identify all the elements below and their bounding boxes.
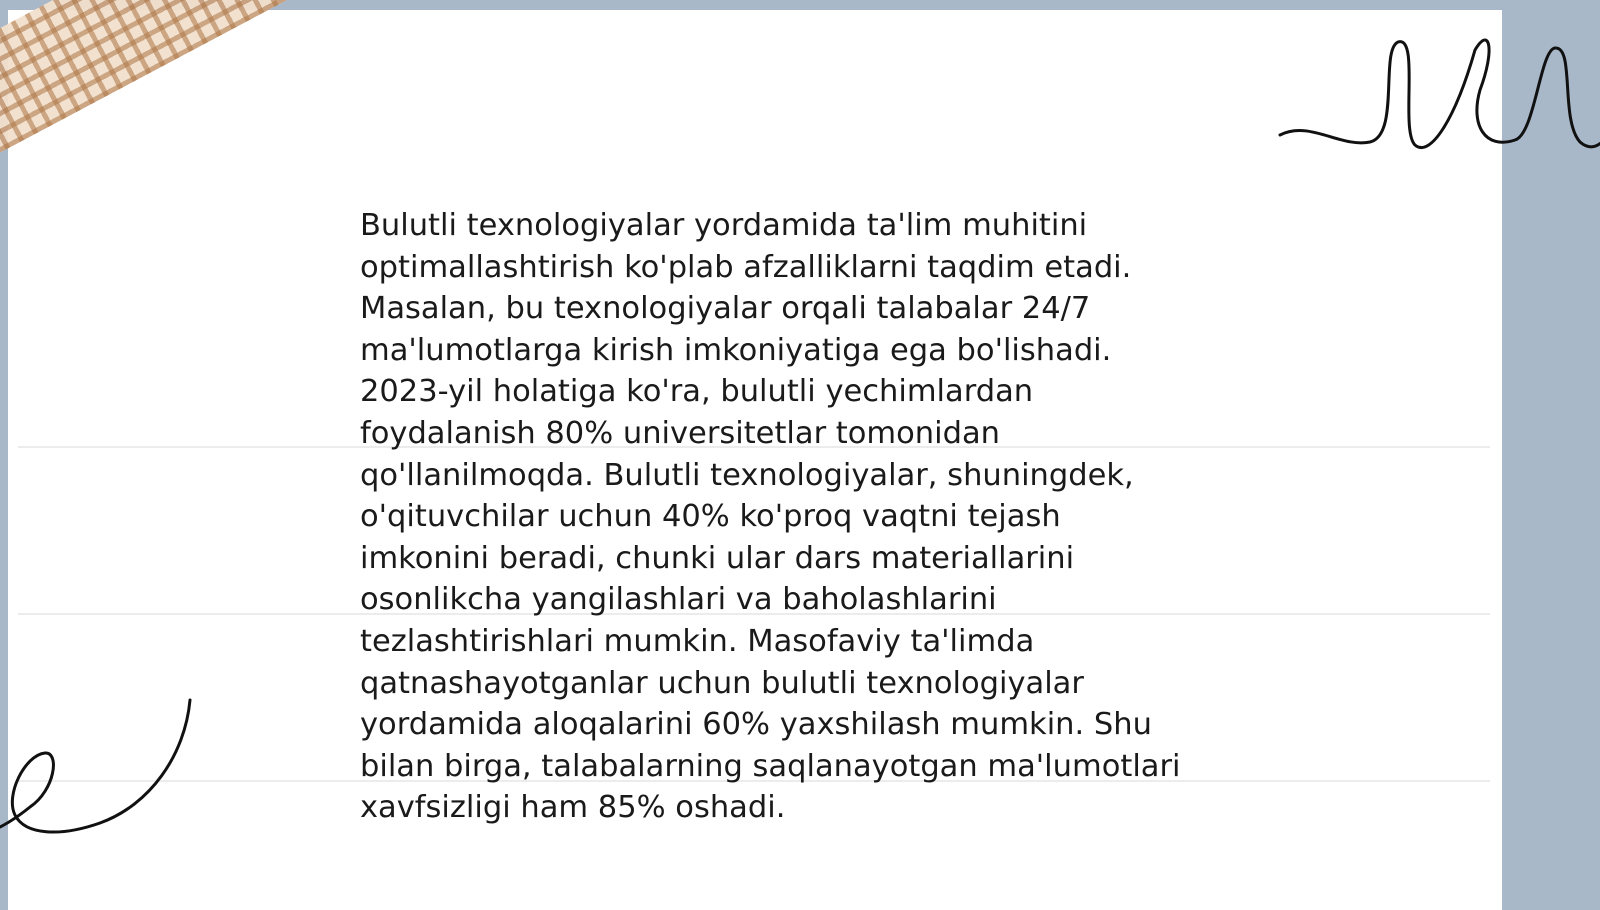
loop-scribble-decoration [1280,30,1600,170]
swoosh-scribble-decoration [0,695,200,855]
body-paragraph: Bulutli texnologiyalar yordamida ta'lim muhitini optimallashtirish ko'plab afzalliklarni taqdim etadi. Masalan, bu texnologiyalar orqali talabalar 24/7 ma'lumotlarga kirish imkoniyatiga ega bo'lishadi. 2023-yil holatiga ko'ra, bulutli yechimlardan foydalanish 80% universitetlar tomonidan qo'llanilmoqda. Bulutli texnologiyalar, shuningdek, o'qituvchilar uchun 40% ko'proq vaqtni tejash imkonini beradi, chunki ular dars materiallarini osonlikcha yangilashlari va baholashlarini tezlashtirishlari mumkin. Masofaviy ta'limda qatnashayotganlar uchun bulutli texnologiyalar yordamida aloqalarini 60% yaxshilash mumkin. Shu bilan birga, talabalarning saqlanayotgan ma'lumotlari xavfsizligi ham 85% oshadi. [360,208,1181,826]
